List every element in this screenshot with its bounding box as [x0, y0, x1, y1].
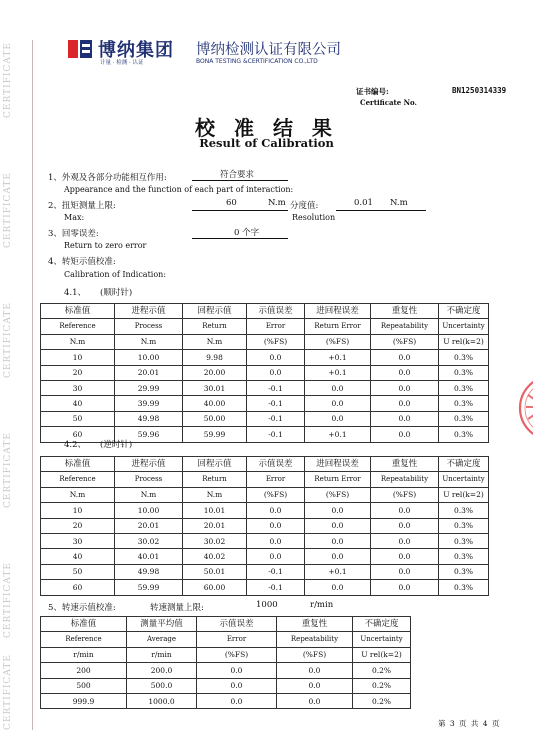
column-header-en: Average: [127, 632, 197, 647]
clockwise-label: (顺时针): [100, 288, 133, 298]
table-cell: 0.3%: [439, 580, 489, 595]
table-cell: -0.1: [247, 580, 305, 595]
table-cell: 0.0: [305, 518, 371, 533]
brand-name: 博纳集团: [98, 40, 174, 61]
table-row: [41, 503, 489, 518]
table-row: [41, 580, 489, 595]
table-cell: 40.00: [183, 396, 247, 411]
certificate-number-label: 证书编号:: [356, 87, 389, 96]
column-header-en: Repeatability: [371, 472, 439, 487]
table-cell: 1000.0: [127, 693, 197, 708]
table-cell: +0.1: [305, 365, 371, 380]
torque-calibration-label: 4、转矩示值校准:: [48, 257, 116, 267]
table-cell: -0.1: [247, 427, 305, 442]
table-cell: 0.0: [197, 678, 277, 693]
table-cell: 30: [41, 533, 115, 548]
column-header: 重复性: [371, 304, 439, 319]
table-row: [41, 549, 489, 564]
table-row: [41, 533, 489, 548]
table-cell: +0.1: [305, 427, 371, 442]
table-cell: 10.00: [115, 350, 183, 365]
table-cell: 30.02: [183, 533, 247, 548]
torque-max-underline: [192, 210, 288, 211]
column-header-en: Error: [247, 472, 305, 487]
table-cell: 0.0: [305, 503, 371, 518]
table-cell: 50: [41, 564, 115, 579]
table-row: [41, 678, 411, 693]
column-header: 进程示值: [115, 457, 183, 472]
clockwise-number: 4.1、: [64, 288, 87, 298]
table-cell: 0.0: [371, 365, 439, 380]
column-header: 进程示值: [115, 304, 183, 319]
company-logo-icon: [68, 38, 92, 60]
zero-error-label: 3、回零误差:: [48, 229, 99, 239]
table-row: [41, 518, 489, 533]
table-row: [41, 350, 489, 365]
column-unit: N.m: [183, 487, 247, 502]
counterclockwise-label: (逆时针): [100, 440, 133, 450]
table-cell: 0.2%: [353, 678, 411, 693]
resolution-label-en: Resolution: [292, 213, 336, 222]
certificate-number-label-en: Certificate No.: [360, 98, 417, 107]
page-number: 第 3 页 共 4 页: [438, 719, 501, 728]
company-header: [68, 36, 368, 68]
watermark-text: CERTIFICATE: [3, 302, 13, 378]
column-header: 示值误差: [247, 304, 305, 319]
torque-max-label: 2、扭矩测量上限:: [48, 201, 116, 211]
table-cell: 20.00: [183, 365, 247, 380]
table-cell: 40.02: [183, 549, 247, 564]
column-header: 回程示值: [183, 457, 247, 472]
table-cell: 0.0: [305, 580, 371, 595]
table-cell: 20.01: [115, 365, 183, 380]
table-cell: 0.0: [247, 365, 305, 380]
counterclockwise-number: 4.2、: [64, 440, 87, 450]
column-unit: (%FS): [371, 487, 439, 502]
table-cell: 0.3%: [439, 518, 489, 533]
column-unit: r/min: [41, 647, 127, 662]
table-cell: 0.0: [305, 396, 371, 411]
column-header: 标准值: [41, 304, 115, 319]
column-header: 示值误差: [197, 617, 277, 632]
torque-table-counterclockwise: [40, 456, 489, 596]
table-cell: 60: [41, 580, 115, 595]
torque-max-unit: N.m: [268, 198, 286, 208]
table-cell: 0.0: [371, 350, 439, 365]
table-cell: 39.99: [115, 396, 183, 411]
column-header-en: Uncertainty: [439, 319, 489, 334]
column-header: 进回程误差: [305, 304, 371, 319]
table-cell: 0.0: [371, 549, 439, 564]
table-cell: 0.0: [371, 518, 439, 533]
column-header-en: Reference: [41, 319, 115, 334]
column-unit: (%FS): [371, 334, 439, 349]
column-header: 重复性: [277, 617, 353, 632]
page-title-en: Result of Calibration: [199, 136, 334, 150]
table-cell: 50.00: [183, 411, 247, 426]
official-seal-icon: [512, 373, 533, 443]
table-cell: 40: [41, 549, 115, 564]
column-header-en: Return Error: [305, 319, 371, 334]
column-header-en: Repeatability: [277, 632, 353, 647]
column-unit: N.m: [115, 334, 183, 349]
column-unit: (%FS): [277, 647, 353, 662]
column-header-en-row: [41, 319, 489, 334]
table-cell: 59.99: [115, 580, 183, 595]
table-cell: 0.0: [247, 503, 305, 518]
column-unit: (%FS): [305, 334, 371, 349]
column-unit: U rel(k=2): [353, 647, 411, 662]
torque-calibration-label-en: Calibration of Indication:: [64, 270, 167, 279]
column-header-en: Reference: [41, 472, 115, 487]
table-cell: 9.98: [183, 350, 247, 365]
column-header-en: Return: [183, 319, 247, 334]
watermark-text: CERTIFICATE: [3, 172, 13, 248]
table-cell: 0.0: [277, 678, 353, 693]
table-cell: 0.0: [305, 533, 371, 548]
column-unit: N.m: [183, 334, 247, 349]
table-cell: 0.3%: [439, 365, 489, 380]
table-cell: 0.0: [247, 518, 305, 533]
table-cell: 20: [41, 365, 115, 380]
watermark-text: CERTIFICATE: [3, 432, 13, 508]
column-header-row: [41, 304, 489, 319]
speed-calibration-label: 5、转速示值校准:: [48, 603, 116, 613]
watermark-text: CERTIFICATE: [3, 42, 13, 118]
table-cell: 40.01: [115, 549, 183, 564]
table-cell: 0.0: [277, 693, 353, 708]
column-header-en-row: [41, 632, 411, 647]
table-cell: 0.2%: [353, 693, 411, 708]
column-header-en: Reference: [41, 632, 127, 647]
column-unit: (%FS): [305, 487, 371, 502]
column-header-en: Return: [183, 472, 247, 487]
table-cell: 40: [41, 396, 115, 411]
column-header: 重复性: [371, 457, 439, 472]
table-cell: -0.1: [247, 380, 305, 395]
column-header: 测量平均值: [127, 617, 197, 632]
appearance-underline: [192, 180, 288, 181]
table-cell: 0.0: [371, 580, 439, 595]
table-cell: 0.0: [247, 533, 305, 548]
table-cell: 0.0: [277, 663, 353, 678]
table-cell: 0.0: [247, 549, 305, 564]
table-cell: 20: [41, 518, 115, 533]
table-cell: +0.1: [305, 564, 371, 579]
column-header-en: Return Error: [305, 472, 371, 487]
speed-table: [40, 616, 411, 709]
zero-error-label-en: Return to zero error: [64, 241, 147, 250]
table-cell: 0.0: [305, 411, 371, 426]
column-unit-row: [41, 334, 489, 349]
table-row: [41, 365, 489, 380]
table-cell: 30: [41, 380, 115, 395]
certificate-number: BN1250314339: [452, 86, 507, 95]
table-cell: 0.0: [371, 380, 439, 395]
table-cell: 200: [41, 663, 127, 678]
table-cell: 30.02: [115, 533, 183, 548]
column-unit-row: [41, 647, 411, 662]
table-cell: 0.3%: [439, 350, 489, 365]
table-row: [41, 411, 489, 426]
table-cell: 999.9: [41, 693, 127, 708]
table-cell: -0.1: [247, 396, 305, 411]
table-cell: 0.3%: [439, 533, 489, 548]
resolution-unit: N.m: [390, 198, 408, 208]
company-name-cn: 博纳检测认证有限公司: [196, 42, 341, 58]
table-cell: 0.0: [305, 380, 371, 395]
table-row: [41, 663, 411, 678]
table-cell: 49.98: [115, 411, 183, 426]
table-cell: 20.01: [115, 518, 183, 533]
column-header-en: Process: [115, 472, 183, 487]
column-header: 标准值: [41, 617, 127, 632]
column-header: 不确定度: [439, 457, 489, 472]
column-unit: N.m: [41, 334, 115, 349]
watermark-text: CERTIFICATE: [3, 654, 13, 730]
column-header-en: Repeatability: [371, 319, 439, 334]
table-cell: 500.0: [127, 678, 197, 693]
table-cell: 59.99: [183, 427, 247, 442]
torque-max-value: 60: [226, 198, 237, 208]
appearance-label-en: Appearance and the function of each part of interaction:: [64, 185, 294, 194]
table-cell: 10: [41, 503, 115, 518]
column-header-row: [41, 457, 489, 472]
table-cell: 50: [41, 411, 115, 426]
table-cell: 0.0: [371, 396, 439, 411]
column-header: 不确定度: [353, 617, 411, 632]
resolution-underline: [336, 210, 426, 211]
brand-slogan: 计量 · 检测 · 认证: [100, 60, 144, 66]
table-cell: 0.3%: [439, 427, 489, 442]
table-cell: 0.0: [197, 693, 277, 708]
appearance-label: 1、外观及各部分功能相互作用:: [48, 173, 167, 183]
watermark-text: CERTIFICATE: [3, 562, 13, 638]
table-cell: 0.0: [371, 427, 439, 442]
column-header-en: Uncertainty: [439, 472, 489, 487]
table-cell: 0.0: [247, 350, 305, 365]
table-cell: 49.98: [115, 564, 183, 579]
column-header: 不确定度: [439, 304, 489, 319]
table-cell: 20.01: [183, 518, 247, 533]
resolution-label: 分度值:: [290, 201, 319, 211]
column-unit: N.m: [115, 487, 183, 502]
table-cell: +0.1: [305, 350, 371, 365]
table-cell: 59.96: [115, 427, 183, 442]
column-header-en: Process: [115, 319, 183, 334]
column-header-en: Error: [197, 632, 277, 647]
table-cell: 0.3%: [439, 396, 489, 411]
column-unit-row: [41, 487, 489, 502]
table-cell: 0.3%: [439, 503, 489, 518]
table-row: [41, 564, 489, 579]
zero-error-underline: [192, 238, 288, 239]
column-unit: U rel(k=2): [439, 487, 489, 502]
column-unit: N.m: [41, 487, 115, 502]
column-header: 进回程误差: [305, 457, 371, 472]
table-cell: 0.0: [371, 533, 439, 548]
table-cell: 0.0: [371, 564, 439, 579]
table-cell: 10.00: [115, 503, 183, 518]
table-cell: -0.1: [247, 564, 305, 579]
table-row: [41, 693, 411, 708]
table-row: [41, 380, 489, 395]
table-cell: 0.2%: [353, 663, 411, 678]
table-row: [41, 396, 489, 411]
torque-max-label-en: Max:: [64, 213, 85, 222]
speed-max-value: 1000: [256, 600, 278, 610]
column-unit: U rel(k=2): [439, 334, 489, 349]
table-cell: 0.0: [371, 503, 439, 518]
table-cell: 500: [41, 678, 127, 693]
table-cell: 50.01: [183, 564, 247, 579]
torque-table-clockwise: [40, 303, 489, 443]
company-name-en: BONA TESTING &CERTIFICATION CO.,LTD: [196, 58, 318, 65]
column-header: 标准值: [41, 457, 115, 472]
column-header-row: [41, 617, 411, 632]
table-cell: 0.0: [371, 411, 439, 426]
table-cell: 0.3%: [439, 411, 489, 426]
zero-error-value: 0 个字: [234, 228, 260, 238]
page-title: 校 准 结 果: [195, 116, 338, 140]
table-cell: 60.00: [183, 580, 247, 595]
table-cell: -0.1: [247, 411, 305, 426]
column-unit: r/min: [127, 647, 197, 662]
appearance-value: 符合要求: [220, 170, 255, 180]
column-header-en: Error: [247, 319, 305, 334]
table-cell: 200.0: [127, 663, 197, 678]
column-unit: (%FS): [247, 334, 305, 349]
speed-max-label: 转速测量上限:: [150, 603, 204, 613]
column-header: 回程示值: [183, 304, 247, 319]
table-cell: 0.3%: [439, 549, 489, 564]
column-header-en-row: [41, 472, 489, 487]
column-unit: (%FS): [197, 647, 277, 662]
table-cell: 10.01: [183, 503, 247, 518]
resolution-value: 0.01: [354, 198, 373, 208]
table-cell: 0.3%: [439, 380, 489, 395]
column-header: 示值误差: [247, 457, 305, 472]
table-cell: 0.0: [197, 663, 277, 678]
table-cell: 60: [41, 427, 115, 442]
column-header-en: Uncertainty: [353, 632, 411, 647]
speed-max-unit: r/min: [310, 600, 334, 610]
table-cell: 10: [41, 350, 115, 365]
table-cell: 0.3%: [439, 564, 489, 579]
column-unit: (%FS): [247, 487, 305, 502]
table-cell: 0.0: [305, 549, 371, 564]
table-cell: 30.01: [183, 380, 247, 395]
table-cell: 29.99: [115, 380, 183, 395]
